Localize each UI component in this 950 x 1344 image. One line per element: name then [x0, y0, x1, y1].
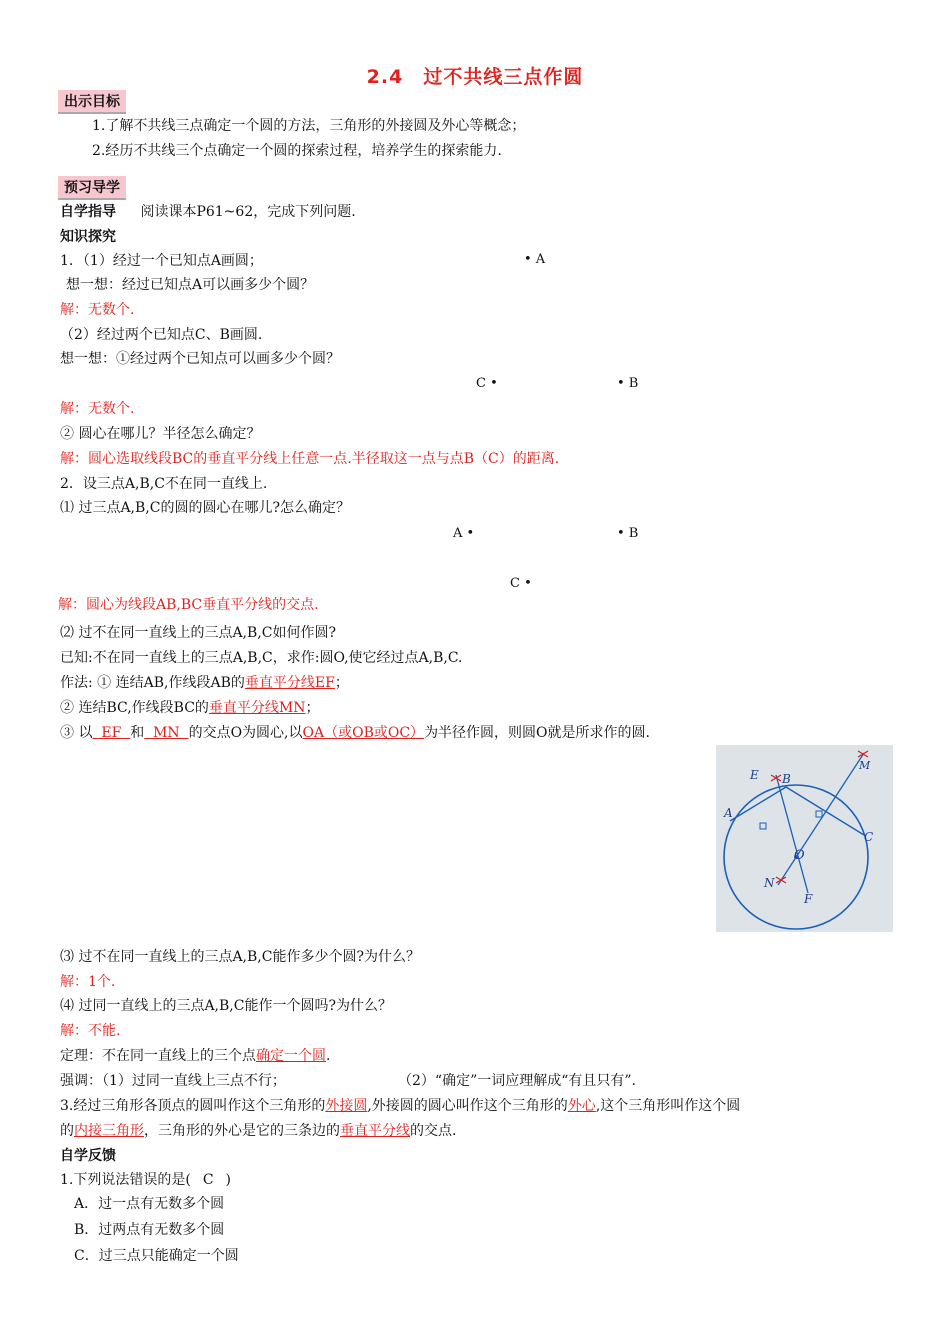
- answer-center: 解：圆心选取线段BC的垂直平分线上任意一点.半径取这一点与点B（C）的距离.: [60, 451, 560, 467]
- label-b: B: [782, 772, 791, 786]
- q3-text-b: ,外接圆的圆心叫作这个三角形的: [367, 1098, 568, 1114]
- method-step-3: [60, 723, 650, 743]
- answer-1-1: 解：无数个.: [60, 302, 135, 318]
- emphasis-2: （2）“确定”一词应理解成“有且只有”.: [398, 1073, 636, 1089]
- q3-answer-3: 内接三角形: [74, 1123, 144, 1139]
- arc-mark-m: [858, 751, 868, 757]
- method-2-end: ；: [305, 700, 320, 716]
- question-2-1: ⑴ 过三点A,B,C的圆的圆心在哪儿?怎么确定？: [60, 500, 350, 516]
- option-a: A．过一点有无数多个圆: [74, 1196, 225, 1212]
- method-step-2: [60, 698, 320, 718]
- arc-mark-n: [776, 877, 786, 883]
- question-3-line-1: [60, 1096, 740, 1116]
- q3-text-d: 的: [60, 1123, 74, 1139]
- bisector-ef: [776, 775, 808, 893]
- method-1-end: ；: [334, 675, 349, 691]
- goal-2: 2.经历不共线三个点确定一个圆的探索过程，培养学生的探索能力.: [92, 143, 502, 159]
- point-a2-label: A •: [453, 526, 475, 541]
- answer-1-2: 解：无数个.: [60, 401, 135, 417]
- method-2-answer: 垂直平分线MN: [208, 700, 306, 716]
- theorem-text: 定理：不在同一直线上的三个点: [60, 1048, 256, 1064]
- explore-label: 知识探究: [60, 229, 116, 245]
- point-b2-label: • B: [617, 526, 639, 541]
- label-n: N: [764, 876, 775, 890]
- q3-text-e: ，三角形的外心是它的三条边的: [144, 1123, 340, 1139]
- question-1-2: （2）经过两个已知点C、B画圆.: [60, 327, 263, 343]
- method-3-end: 为半径作圆，则圆O就是所求作的圆.: [424, 725, 650, 741]
- think-1: 想一想：经过已知点A可以画多少个圆？: [66, 277, 315, 293]
- q3-answer-4: 垂直平分线: [340, 1123, 410, 1139]
- method-1-answer: 垂直平分线EF: [244, 675, 335, 691]
- page-title: 2.4 过不共线三点作圆: [366, 66, 584, 88]
- guide-line: [60, 202, 356, 222]
- known-line: 已知:不在同一直线上的三点A,B,C，求作:圆O,使它经过点A,B,C.: [60, 650, 463, 666]
- segment-ab: [730, 787, 786, 821]
- fb-q1-end: ): [225, 1172, 232, 1188]
- q3-text-f: 的交点.: [410, 1123, 457, 1139]
- theorem-end: .: [326, 1048, 331, 1064]
- answer-2-4: 解：不能.: [60, 1023, 121, 1039]
- question-2: 2．设三点A,B,C不在同一直线上.: [60, 476, 268, 492]
- fb-q1-text: 1.下列说法错误的是(: [60, 1172, 191, 1188]
- question-center: ② 圆心在哪儿？半径怎么确定？: [60, 426, 261, 442]
- fb-q1-answer: C: [202, 1172, 214, 1188]
- answer-2-1: 解：圆心为线段AB,BC垂直平分线的交点.: [58, 597, 319, 613]
- method-3-mid: 的交点O为圆心,以: [188, 725, 303, 741]
- point-c-label: C •: [476, 376, 498, 391]
- think-2: 想一想：①经过两个已知点可以画多少个圆？: [60, 351, 340, 367]
- label-f: F: [804, 892, 813, 906]
- section-tag-preview: 预习导学: [58, 176, 126, 200]
- method-3-text: ③ 以: [60, 725, 93, 741]
- label-m: M: [859, 759, 871, 772]
- method-3-radius: OA（或OB或OC）: [302, 725, 425, 741]
- question-1-1: 1．（1）经过一个已知点A画圆；: [60, 253, 263, 269]
- label-e: E: [750, 768, 759, 782]
- construction-figure: [716, 745, 893, 932]
- question-3-line-2: [60, 1121, 456, 1141]
- answer-2-3: 解：1个.: [60, 974, 116, 990]
- method-2-text: ② 连结BC,作线段BC的: [60, 700, 209, 716]
- guide-label: 自学指导: [60, 204, 116, 220]
- emphasis-1: 强调：（1）过同一直线上三点不行；: [60, 1073, 286, 1089]
- right-angle-2: [816, 811, 822, 817]
- feedback-label: 自学反馈: [60, 1148, 116, 1164]
- method-3-and: 和: [130, 725, 145, 741]
- label-a: A: [724, 806, 733, 820]
- circumcircle-diagram: [716, 745, 893, 932]
- point-c2-label: C •: [510, 576, 532, 591]
- question-2-4: ⑷ 过同一直线上的三点A,B,C能作一个圆吗?为什么？: [60, 998, 392, 1014]
- label-o: O: [794, 848, 805, 863]
- q3-text-c: ,这个三角形叫作这个圆: [595, 1098, 741, 1114]
- label-c: C: [864, 830, 874, 844]
- method-3-mn: MN: [144, 725, 189, 741]
- point-a-label: • A: [524, 252, 546, 267]
- question-2-2: ⑵ 过不在同一直线上的三点A,B,C如何作圆?: [60, 625, 336, 641]
- question-2-3: ⑶ 过不在同一直线上的三点A,B,C能作多少个圆?为什么？: [60, 949, 420, 965]
- feedback-question-1: [60, 1170, 231, 1190]
- method-step-1: [60, 673, 349, 693]
- option-b: B．过两点有无数多个圆: [74, 1222, 225, 1238]
- q3-text-a: 3.经过三角形各顶点的圆叫作这个三角形的: [60, 1098, 326, 1114]
- q3-answer-1: 外接圆: [325, 1098, 368, 1114]
- bisector-mn: [778, 753, 864, 885]
- q3-answer-2: 外心: [567, 1098, 596, 1114]
- goal-1: 1.了解不共线三点确定一个圆的方法，三角形的外接圆及外心等概念；: [92, 118, 526, 134]
- theorem-line: [60, 1046, 330, 1066]
- theorem-answer: 确定一个圆: [256, 1048, 326, 1064]
- point-b-label: • B: [617, 376, 639, 391]
- right-angle-1: [760, 823, 766, 829]
- guide-text: 阅读课本P61~62，完成下列问题.: [140, 204, 356, 220]
- method-3-ef: EF: [92, 725, 131, 741]
- section-tag-goals: 出示目标: [58, 90, 126, 114]
- option-c: C．过三点只能确定一个圆: [74, 1248, 239, 1264]
- method-1-text: 作法: ① 连结AB,作线段AB的: [60, 675, 245, 691]
